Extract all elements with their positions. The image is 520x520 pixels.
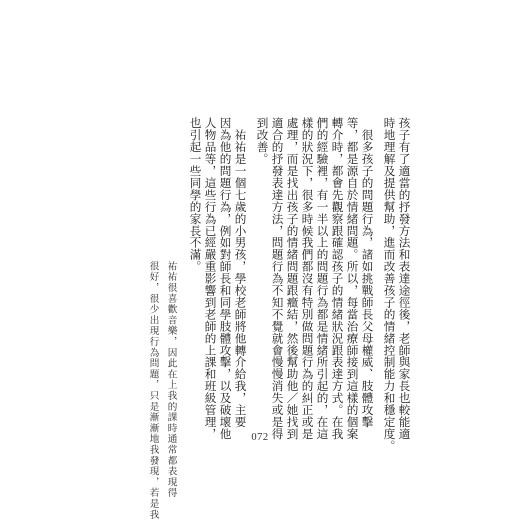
body-text-column: 轉介時，都會先觀察跟確認孩子的情緒狀況跟表達方式。在我: [330, 117, 345, 440]
body-text-column: 時地理解及提供幫助，進而改善孩子的情緒控制能力和穩定度。: [382, 117, 397, 452]
body-text-column: 樣的狀況下，很多時候我們都沒有特別做問題行為的糾正或是: [300, 117, 315, 440]
page-number: 072: [251, 432, 269, 443]
body-text-column: 處理，而是找出孩子的情緒問題跟癥結，然後幫助他／她找到: [285, 117, 300, 440]
body-text-column: 到改善。: [255, 117, 270, 165]
body-text-column: 也引起一些同學的家長不滿。: [188, 117, 203, 273]
body-text-column: 祐祐是一個七歲的小男孩，學校老師將他轉介給我，主要: [233, 117, 248, 428]
body-text-column: 們的經驗裡，有一半以上的問題行為都是情緒所引起的，在這: [315, 117, 330, 440]
body-text-column: 等，都是源自於情緒問題。所以，每當治療師接到這樣的個案: [345, 117, 360, 440]
body-text-column: 適合的抒發表達方法，問題行為不知不覺就會慢慢消失或是得: [270, 117, 285, 440]
quote-text-column: 祐祐很喜歡音樂，因此在上我的課時通常都表現得: [165, 261, 177, 499]
quote-text-column: 很好，很少出現行為問題，只是漸漸地我發現，若是我: [147, 261, 159, 520]
body-text-column: 人物品等，這些行為已經嚴重影響到老師的上課和班級管理，: [203, 117, 218, 440]
body-text-column: 很多孩子的問題行為，諸如挑戰師長父母權威、肢體攻擊: [360, 117, 375, 428]
body-text-column: 因為他的問題行為，例如對師長和同學肢體攻擊，以及破壞他: [218, 117, 233, 440]
body-text-column: 孩子有了適當的抒發方法和表達途徑後，老師與家長也較能適: [397, 117, 412, 440]
